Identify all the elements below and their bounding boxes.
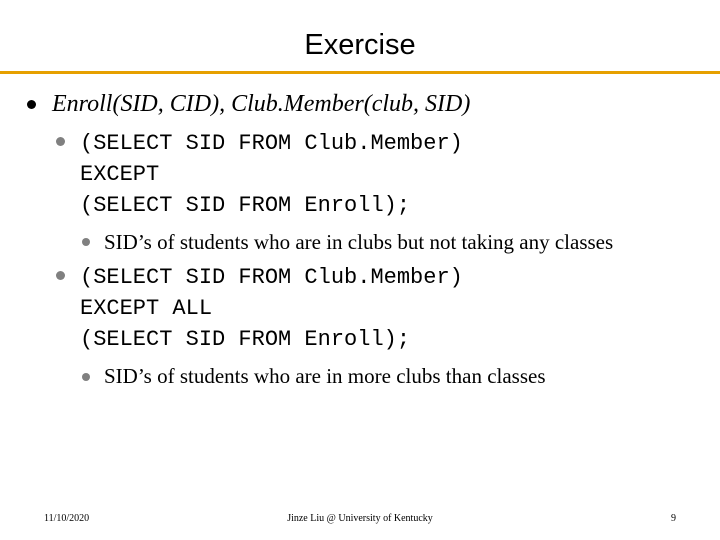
bullet-icon [27, 100, 36, 109]
bullet-icon [82, 238, 90, 246]
sql-query-1: (SELECT SID FROM Club.Member) EXCEPT (SELECT SID FROM Enroll); [80, 131, 463, 218]
query-1-explanation: SID’s of students who are in clubs but not taking any classes [104, 230, 614, 254]
page-number: 9 [671, 513, 676, 524]
bullet-icon [56, 137, 65, 146]
title-underline [0, 71, 720, 74]
bullet-icon [82, 373, 90, 381]
footer-author: Jinze Liu @ University of Kentucky [287, 513, 433, 524]
slide-title: Exercise [304, 29, 416, 61]
main-bullet-text: Enroll(SID, CID), Club.Member(club, SID) [52, 91, 471, 117]
bullet-icon [56, 271, 65, 280]
sql-query-2: (SELECT SID FROM Club.Member) EXCEPT ALL (SELECT SID FROM Enroll); [80, 265, 463, 352]
footer-date: 11/10/2020 [44, 513, 90, 524]
query-2-explanation: SID’s of students who are in more clubs than classes [104, 364, 546, 388]
